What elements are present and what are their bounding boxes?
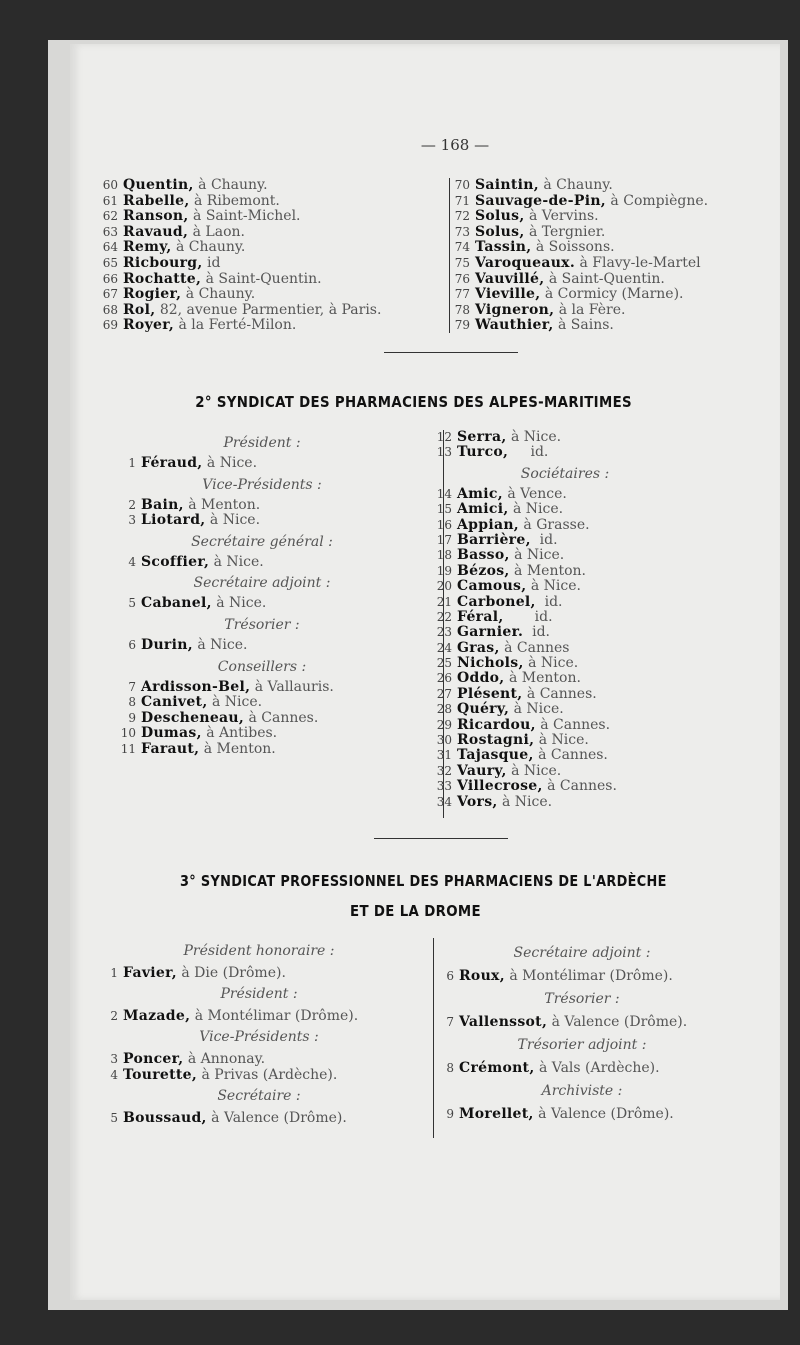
member-place: à Montélimar (Drôme). [190,1008,359,1024]
list-item [430,518,700,533]
list-item [430,502,700,517]
member-place: à Valence (Drôme). [547,1014,688,1030]
member-name: Roux, [459,968,505,984]
item-number: 22 [436,609,452,624]
item-number: 26 [436,671,452,686]
member-name: Amici, [457,501,509,518]
list-item [448,303,708,319]
list-item [432,968,732,984]
member-name: Rol, [123,301,156,318]
member-name: Liotard, [141,512,206,529]
member-place: à Nice. [534,732,589,749]
section3-left-list [96,938,422,1126]
member-place: à Privas (Ardèche). [197,1067,338,1083]
member-name: Vieville, [475,286,541,303]
item-number: 20 [436,579,452,594]
role-label: Secrétaire adjoint : [513,945,651,961]
member-name: Tassin, [475,239,532,256]
list-item [96,209,381,225]
separator-1 [384,352,518,353]
section3-right-list [432,938,732,1122]
member-name: Faraut, [141,740,200,757]
item-number: 10 [120,726,136,741]
member-name: Camous, [457,578,527,595]
item-number: 9 [128,710,136,725]
member-place: à Sains. [553,317,614,334]
section2-right-list [430,430,700,810]
item-number: 14 [436,486,452,501]
item-number: 23 [436,625,452,640]
list-item [114,711,410,727]
item-number: 63 [102,224,118,239]
member-place: à Vervins. [524,208,599,225]
list-item [96,1008,422,1024]
item-number: 61 [102,193,118,208]
item-number: 11 [120,741,136,756]
item-number: 64 [102,240,118,255]
item-number: 15 [436,502,452,517]
member-name: Bain, [141,496,184,513]
member-name: Rochatte, [123,270,202,287]
list-item [448,272,708,288]
member-name: Solus, [475,223,525,240]
list-item [430,764,700,779]
item-number: 2 [110,1009,118,1023]
role-label: Vice-Présidents : [202,476,322,493]
member-place: à Vence. [502,485,567,502]
role-label: Conseillers : [217,658,307,675]
member-name: Amic, [457,485,503,502]
member-name: Féral, [457,608,504,625]
item-number: 1 [128,456,136,470]
list-item [96,272,381,288]
list-item [114,555,410,571]
member-place: à Cormicy (Marne). [540,286,684,303]
member-name: Quéry, [457,701,510,718]
member-place: à Nice. [523,655,579,672]
role-label: Archiviste : [541,1083,623,1099]
member-place: à Valence (Drôme). [533,1106,674,1122]
member-name: Mazade, [123,1008,191,1024]
list-item [430,445,700,460]
member-name: Dumas, [141,725,202,742]
list-item [432,1106,732,1122]
member-place: à Cannes. [535,716,611,733]
list-item [114,596,410,612]
member-place: à Cannes. [533,747,608,764]
list-item [430,687,700,702]
member-place: à la Ferté-Milon. [174,317,297,334]
list-item [96,256,381,272]
member-place: à Vals (Ardèche). [534,1060,660,1076]
member-place: à Nice. [526,578,581,595]
item-number: 70 [454,178,470,192]
member-name: Bézos, [457,562,510,579]
list-item [430,595,700,610]
member-name: Féraud, [141,455,203,471]
list-item [448,178,708,194]
list-item [96,178,381,194]
member-place: à Menton. [509,562,586,579]
item-number: 18 [436,548,452,563]
member-place: à Flavy-le-Martel [575,254,701,271]
role-label: Président : [220,986,298,1002]
member-place: id [202,254,221,271]
role-label: Trésorier : [544,991,620,1007]
item-number: 77 [454,287,470,302]
member-place: à Chauny. [193,177,268,193]
member-name: Scoffier, [141,553,210,570]
member-place: à Chauny. [171,239,246,256]
list-item [430,718,700,733]
item-number: 76 [454,271,470,286]
list-item [430,702,700,717]
member-place: à Cannes. [542,778,617,795]
list-item [448,287,708,303]
member-place: à Montélimar (Drôme). [504,968,673,984]
item-number: 25 [436,656,452,671]
item-number: 30 [436,733,452,748]
member-name: Vaury, [457,762,507,779]
item-number: 6 [128,637,136,652]
item-number: 3 [128,513,136,528]
member-name: Rogier, [123,286,182,303]
member-name: Vallenssot, [459,1014,548,1030]
member-place: à Grasse. [518,516,590,533]
member-place: à Cannes. [522,685,597,702]
list-item [96,318,381,334]
member-name: Nichols, [457,655,524,672]
member-name: Saintin, [475,177,539,193]
item-number: 4 [128,554,136,569]
separator-2 [374,838,508,839]
role-label: Secrétaire adjoint : [193,575,331,592]
list-item [114,695,410,711]
item-number: 27 [436,686,452,701]
list-item [430,487,700,502]
member-name: Basso, [457,547,510,564]
member-name: Garnier. [457,624,524,641]
role-label: Sociétaires : [520,465,610,482]
role-label: Président : [223,435,301,451]
member-place: à Nice. [509,701,564,718]
section3-title-line1: 3° SYNDICAT PROFESSIONNEL DES PHARMACIENS DE L'ARDÈCHE [180,872,667,890]
role-label: Trésorier adjoint : [517,1037,647,1053]
member-name: Ravaud, [123,223,189,240]
member-place: à Compiègne. [605,192,709,209]
item-number: 60 [102,178,118,192]
member-name: Barrière, [457,531,531,548]
member-name: Royer, [123,317,175,334]
member-name: Vauvillé, [475,270,545,287]
item-number: 68 [102,302,118,317]
member-name: Descheneau, [141,709,245,726]
member-name: Ardisson-Bel, [141,678,251,695]
member-name: Remy, [123,239,172,256]
member-name: Carbonel, [457,593,536,610]
list-item [96,194,381,210]
list-item [448,256,708,272]
member-place: à Chauny. [538,177,613,193]
member-name: Wauthier, [475,317,554,334]
member-name: Turco, [457,444,509,461]
member-name: Serra, [457,429,507,445]
item-number: 12 [436,430,452,444]
member-place: à Nice. [506,429,562,445]
member-place: id. [503,608,553,625]
member-name: Morellet, [459,1106,534,1122]
list-item [114,513,410,529]
section3-title-line2: ET DE LA DROME [350,902,481,920]
list-item [430,641,700,656]
member-name: Varoqueaux. [475,254,576,271]
item-number: 24 [436,640,452,655]
list-item [430,795,700,810]
member-name: Favier, [123,965,177,981]
item-number: 28 [436,702,452,717]
role-label: Vice-Présidents : [199,1029,319,1045]
member-place: à Antibes. [201,725,278,742]
member-name: Villecrose, [457,778,543,795]
member-name: Crémont, [459,1060,535,1076]
member-name: Solus, [475,208,525,225]
member-place: à Die (Drôme). [176,965,286,981]
item-number: 33 [436,779,452,794]
list-item [448,209,708,225]
item-number: 67 [102,287,118,302]
member-place: à Soissons. [531,239,615,256]
item-number: 34 [436,794,452,809]
list-item [448,194,708,210]
member-name: Ranson, [123,208,189,225]
list-item [114,498,410,514]
list-item [96,303,381,319]
page-number: — 168 — [420,136,490,154]
list-item [114,456,410,472]
member-name: Ricbourg, [123,254,203,271]
list-item [432,1060,732,1076]
item-number: 74 [454,240,470,255]
member-place: à Saint-Quentin. [201,270,322,287]
list-item [114,680,410,696]
member-place: à Nice. [209,553,264,570]
list-item [96,965,422,981]
section2-title: 2° SYNDICAT DES PHARMACIENS DES ALPES-MARITIMES [195,393,632,411]
list-item [430,671,700,686]
item-number: 21 [436,594,452,609]
role-label: Président honoraire : [183,943,335,959]
item-number: 65 [102,255,118,270]
item-number: 19 [436,563,452,578]
member-name: Rostagni, [457,732,535,749]
member-place: à Nice. [205,512,261,529]
item-number: 72 [454,209,470,224]
member-name: Poncer, [123,1051,184,1067]
item-number: 32 [436,763,452,778]
member-name: Vors, [457,793,498,810]
member-name: Appian, [457,516,519,533]
item-number: 69 [102,318,118,333]
member-place: à Chauny. [181,286,256,303]
item-number: 1 [110,966,118,980]
member-place: id. [523,624,550,641]
list-item [448,318,708,334]
list-item [96,1110,422,1126]
member-name: Ricardou, [457,716,536,733]
member-name: Quentin, [123,177,194,193]
list-item [114,638,410,654]
member-place: à Nice. [506,762,562,779]
item-number: 8 [446,1061,454,1075]
list-item [432,1014,732,1030]
member-place: à Cannes. [244,709,319,726]
role-label: Secrétaire général : [191,533,333,550]
top-left-list [96,178,381,334]
member-place: à Nice. [207,694,263,711]
list-item [96,1051,422,1067]
role-label: Secrétaire : [217,1088,301,1104]
list-item [430,564,700,579]
item-number: 78 [454,302,470,317]
item-number: 79 [454,318,470,333]
list-item [96,240,381,256]
member-place: 82, avenue Parmentier, à Paris. [155,301,382,318]
member-name: Tajasque, [457,747,534,764]
item-number: 73 [454,224,470,239]
list-item [430,430,700,445]
list-item [430,625,700,640]
member-name: Rabelle, [123,192,190,209]
member-name: Vigneron, [475,301,555,318]
member-place: à Annonay. [183,1051,266,1067]
item-number: 7 [128,679,136,694]
item-number: 17 [436,532,452,547]
member-place: à Laon. [188,223,245,240]
member-place: à Nice. [211,595,267,612]
list-item [114,742,410,758]
list-item [96,287,381,303]
member-name: Cabanel, [141,595,212,612]
member-name: Sauvage-de-Pin, [475,192,606,209]
list-item [430,579,700,594]
list-item [430,779,700,794]
item-number: 5 [110,1111,118,1125]
member-name: Gras, [457,639,500,656]
list-item [430,548,700,563]
member-place: id. [530,531,558,548]
item-number: 71 [454,193,470,208]
role-label: Trésorier : [224,616,300,633]
member-place: id. [535,593,563,610]
member-place: à Nice. [497,793,553,810]
member-place: à Tergnier. [524,223,606,240]
member-place: à Nice. [202,455,258,471]
item-number: 29 [436,717,452,732]
member-place: à Nice. [508,501,564,518]
member-name: Durin, [141,636,193,653]
item-number: 4 [110,1068,118,1082]
member-place: à Valence (Drôme). [206,1110,347,1126]
item-number: 75 [454,255,470,270]
member-place: à Ribemont. [189,192,280,209]
item-number: 62 [102,209,118,224]
member-place: id. [508,444,549,461]
list-item [96,1067,422,1083]
item-number: 13 [436,445,452,460]
item-number: 66 [102,271,118,286]
list-item [430,610,700,625]
member-place: à Vallauris. [250,678,334,695]
member-place: à Nice. [192,636,248,653]
item-number: 6 [446,969,454,983]
section2-left-list [114,430,410,758]
item-number: 2 [128,497,136,512]
member-name: Oddo, [457,670,505,687]
member-place: à Cannes [499,639,570,656]
member-name: Plésent, [457,685,523,702]
item-number: 7 [446,1015,454,1029]
member-place: à Menton. [199,740,276,757]
member-place: à Menton. [504,670,581,687]
item-number: 16 [436,517,452,532]
member-name: Boussaud, [123,1110,207,1126]
item-number: 31 [436,748,452,763]
member-name: Tourette, [123,1067,198,1083]
list-item [114,726,410,742]
list-item [448,240,708,256]
member-place: à la Fère. [554,301,626,318]
member-name: Canivet, [141,694,208,711]
list-item [430,748,700,763]
item-number: 9 [446,1107,454,1121]
item-number: 5 [128,596,136,611]
member-place: à Saint-Michel. [188,208,301,225]
member-place: à Saint-Quentin. [544,270,665,287]
member-place: à Nice. [509,547,565,564]
member-place: à Menton. [183,496,261,513]
top-right-list [448,178,708,334]
item-number: 3 [110,1052,118,1066]
item-number: 8 [128,695,136,710]
